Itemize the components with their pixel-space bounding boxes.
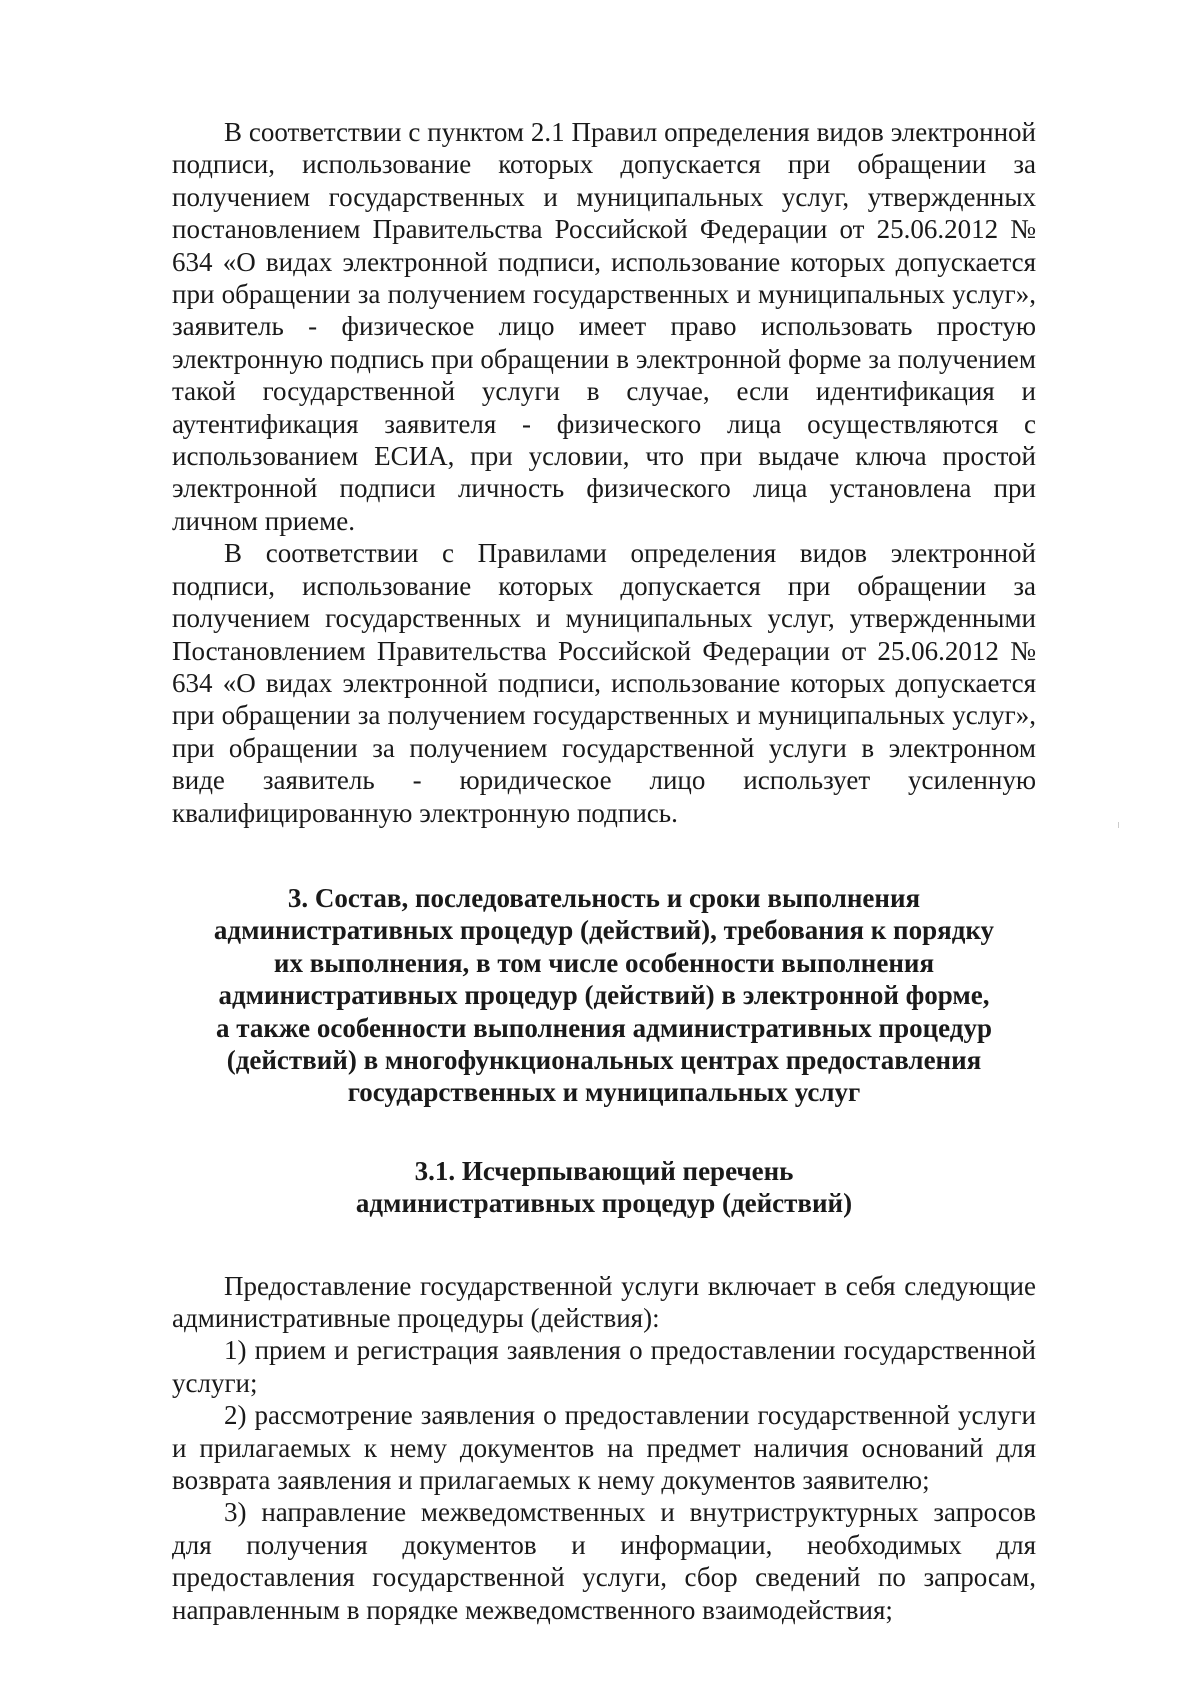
- section-heading-3: [172, 882, 1036, 1109]
- section-heading-line: 3. Состав, последовательность и сроки выполнения: [287, 882, 921, 913]
- section-heading-line: (действий) в многофункциональных центрах предоставления: [226, 1044, 982, 1075]
- scan-artifact: [1118, 822, 1119, 828]
- list-item-procedure-1: 1) прием и регистрация заявления о предоставлении государственной услуги;: [172, 1335, 1036, 1398]
- section-heading-line: административных процедур (действий), требования к порядку: [213, 915, 995, 946]
- subsection-heading-3-1: [172, 1155, 1036, 1220]
- subsection-heading-line: административных процедур (действий): [355, 1188, 853, 1219]
- section-heading-line: государственных и муниципальных услуг: [347, 1077, 861, 1108]
- list-item-procedure-2: 2) рассмотрение заявления о предоставлении государственной услуги и прилагаемых к нему документов на предмет наличия оснований для возврата заявления и прилагаемых к нему документов заявителю;: [172, 1400, 1036, 1496]
- document-body: [172, 116, 1036, 1626]
- list-item-procedure-3: 3) направление межведомственных и внутриструктурных запросов для получения документов и информации, необходимых для предоставления государственной услуги, сбор сведений по запросам, направленным в порядке межведомственного взаимодействия;: [172, 1497, 1036, 1625]
- paragraph-qualified-signature: В соответствии с Правилами определения видов электронной подписи, использование которых допускается при обращении за получением государственных и муниципальных услуг, утвержденными Постановлением Правительства Российской Федерации от 25.06.2012 № 634 «О видах электронной подписи, использование которых допускается при обращении за получением государственных и муниципальных услуг», при обращении за получением государственной услуги в электронном виде заявитель - юридическое лицо использует усиленную квалифицированную электронную подпись.: [172, 538, 1036, 828]
- paragraph-simple-signature: В соответствии с пунктом 2.1 Правил определения видов электронной подписи, использование которых допускается при обращении за получением государственных и муниципальных услуг, утвержденных постановлением Правительства Российской Федерации от 25.06.2012 № 634 «О видах электронной подписи, использование которых допускается при обращении за получением государственных и муниципальных услуг», заявитель - физическое лицо имеет право использовать простую электронную подпись при обращении в электронной форме за получением такой государственной услуги в случае, если идентификация и аутентификация заявителя - физического лица осуществляются с использованием ЕСИА, при условии, что при выдаче ключа простой электронной подписи личность физического лица установлена при личном приеме.: [172, 117, 1036, 536]
- section-heading-line: их выполнения, в том числе особенности выполнения: [273, 947, 935, 978]
- paragraph-procedures-intro: Предоставление государственной услуги включает в себя следующие административные процедуры (действия):: [172, 1270, 1036, 1333]
- subsection-heading-line: 3.1. Исчерпывающий перечень: [414, 1155, 794, 1186]
- section-heading-line: административных процедур (действий) в электронной форме,: [218, 980, 990, 1011]
- section-heading-line: а также особенности выполнения административных процедур: [216, 1012, 992, 1043]
